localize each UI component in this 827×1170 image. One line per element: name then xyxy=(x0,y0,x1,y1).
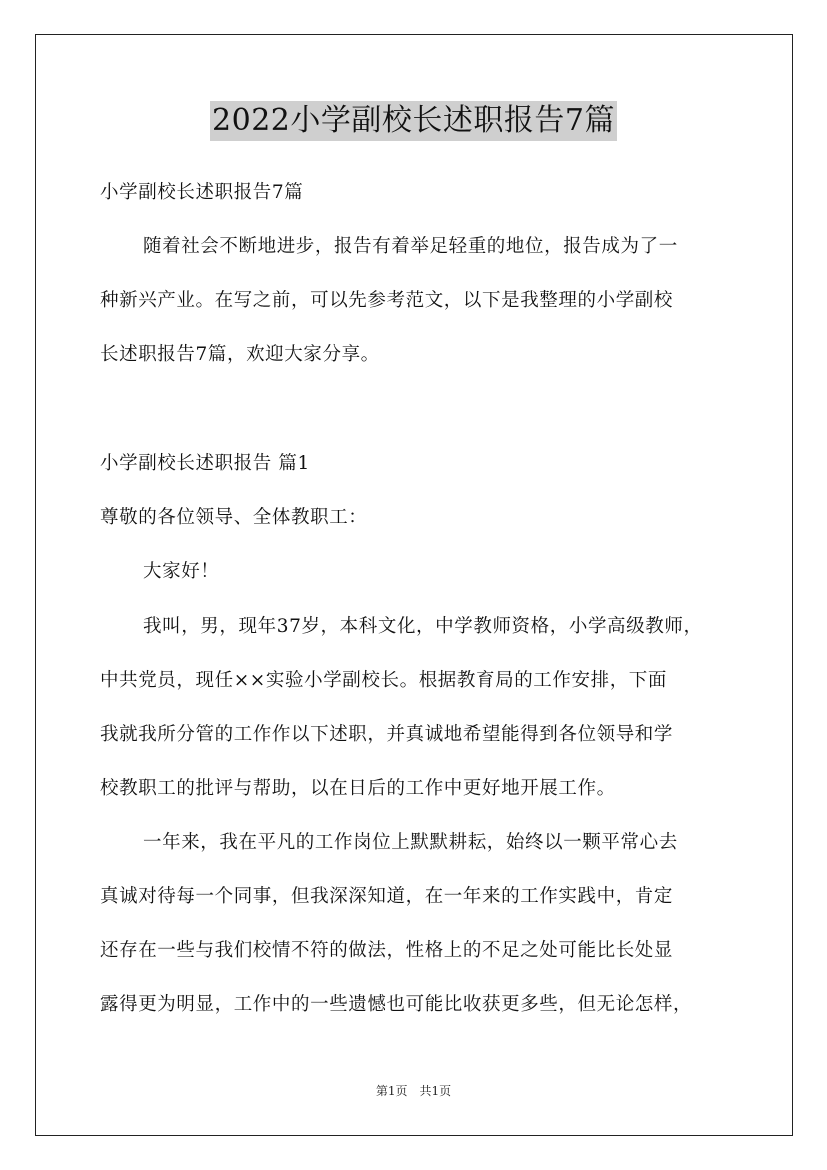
paragraph1-line-1: 我叫，男，现年37岁，本科文化，中学教师资格，小学高级教师， xyxy=(143,616,703,637)
paragraph2-line-2: 真诚对待每一个同事，但我深深知道，在一年来的工作实践中，肯定 xyxy=(100,886,674,907)
document-title: 2022小学副校长述职报告7篇 xyxy=(210,101,617,141)
greeting: 大家好！ xyxy=(143,561,220,582)
page-number: 第1页 共1页 xyxy=(375,1084,452,1098)
paragraph2-line-1: 一年来，我在平凡的工作岗位上默默耕耘，始终以一颗平常心去 xyxy=(143,832,678,853)
paragraph2-line-4: 露得更为明显，工作中的一些遗憾也可能比收获更多些，但无论怎样， xyxy=(100,994,693,1015)
section-heading: 小学副校长述职报告 篇1 xyxy=(100,453,310,474)
paragraph1-line-4: 校教职工的批评与帮助，以在日后的工作中更好地开展工作。 xyxy=(100,778,616,799)
title-container xyxy=(0,101,827,141)
intro-line-2: 种新兴产业。在写之前，可以先参考范文，以下是我整理的小学副校 xyxy=(100,290,674,311)
document-subtitle: 小学副校长述职报告7篇 xyxy=(100,182,304,203)
paragraph1-line-2: 中共党员，现任××实验小学副校长。根据教育局的工作安排，下面 xyxy=(100,670,668,691)
salutation: 尊敬的各位领导、全体教职工： xyxy=(100,507,368,528)
paragraph2-line-3: 还存在一些与我们校情不符的做法，性格上的不足之处可能比长处显 xyxy=(100,940,674,961)
intro-line-1: 随着社会不断地进步，报告有着举足轻重的地位，报告成为了一 xyxy=(143,236,678,257)
paragraph1-line-3: 我就我所分管的工作作以下述职，并真诚地希望能得到各位领导和学 xyxy=(100,724,674,745)
intro-line-3: 长述职报告7篇，欢迎大家分享。 xyxy=(100,344,380,365)
